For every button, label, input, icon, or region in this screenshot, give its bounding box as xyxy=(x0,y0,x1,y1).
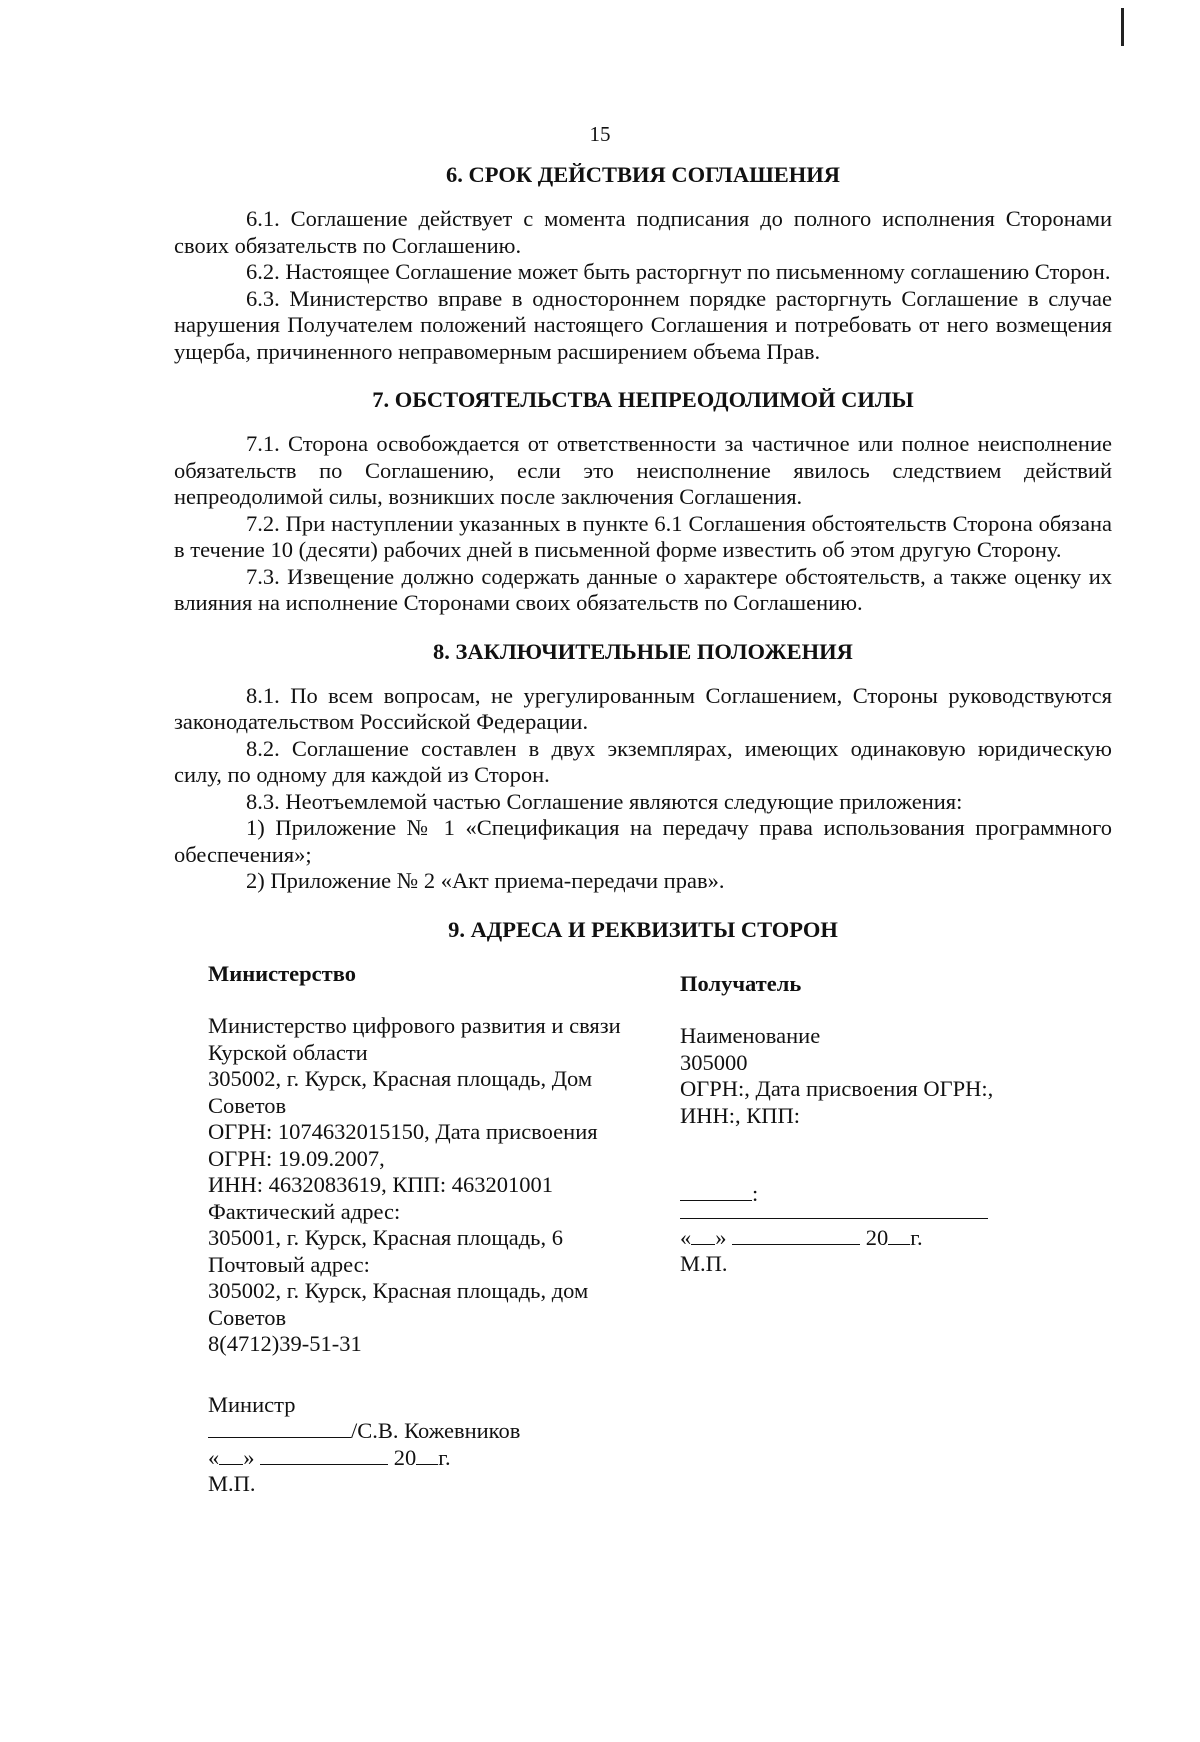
section-6-heading: 6. СРОК ДЕЙСТВИЯ СОГЛАШЕНИЯ xyxy=(445,162,841,187)
date-quote-close: » xyxy=(715,1224,727,1250)
sign-date-line xyxy=(208,1445,628,1472)
section-9-heading: 9. АДРЕСА И РЕКВИЗИТЫ СТОРОН xyxy=(448,916,838,942)
recipient-title: Получатель xyxy=(680,970,802,996)
signature-blank xyxy=(208,1419,351,1438)
day-blank xyxy=(691,1226,715,1245)
scan-edge-mark xyxy=(1121,8,1124,46)
ministry-line: ОГРН: 19.09.2007, xyxy=(208,1145,385,1171)
year-prefix: 20 xyxy=(865,1224,889,1250)
recipient-signer-line xyxy=(680,1181,1100,1208)
signer-colon: : xyxy=(752,1181,759,1206)
year-suffix: г. xyxy=(438,1444,451,1470)
paragraph-8-3: 8.3. Неотъемлемой частью Соглашение являются следующие приложения: xyxy=(246,788,963,814)
ministry-line: 8(4712)39-51-31 xyxy=(208,1331,362,1356)
stamp-place: М.П. xyxy=(208,1471,256,1496)
recipient-line: ОГРН:, Дата присвоения ОГРН:, xyxy=(680,1076,994,1101)
ministry-line: Почтовый адрес: xyxy=(208,1251,370,1277)
year-suffix: г. xyxy=(910,1224,923,1250)
section-8-heading: 8. ЗАКЛЮЧИТЕЛЬНЫЕ ПОЛОЖЕНИЯ xyxy=(433,638,853,664)
paragraph-7-2: 7.2. При наступлении указанных в пункте 6.1 Соглашения обстоятельств Сторона обязана в течение 10 (десяти) рабочих дней в письменной форме известить об этом другую Сторону. xyxy=(174,510,1112,562)
ministry-line: Министерство цифрового развития и связи xyxy=(208,1013,621,1038)
ministry-requisites xyxy=(208,961,628,1498)
ministry-line: ИНН: 4632083619, КПП: 463201001 xyxy=(208,1172,554,1197)
recipient-signature-block xyxy=(680,1181,1100,1278)
ministry-line: Фактический адрес: xyxy=(208,1198,401,1224)
ministry-line: 305001, г. Курск, Красная площадь, 6 xyxy=(208,1225,563,1250)
ministry-line: 305002, г. Курск, Красная площадь, Дом xyxy=(208,1066,593,1091)
date-quote-open: « xyxy=(208,1444,220,1470)
ministry-line: ОГРН: 1074632015150, Дата присвоения xyxy=(208,1119,598,1144)
ministry-line: Советов xyxy=(208,1304,287,1330)
recipient-line: Наименование xyxy=(680,1023,821,1048)
signer-blank xyxy=(680,1182,752,1201)
appendix-2-item: 2) Приложение № 2 «Акт приема-передачи прав». xyxy=(246,868,725,893)
recipient-line: ИНН:, КПП: xyxy=(680,1102,801,1128)
paragraph-7-1: 7.1. Сторона освобождается от ответственности за частичное или полное неисполнение обязательств по Соглашению, если это неисполнение явилось следствием действий непреодолимой силы, возникших после заключения Соглашения. xyxy=(174,431,1112,509)
requisites-columns xyxy=(174,961,1112,1521)
recipient-line: 305000 xyxy=(680,1049,748,1075)
ministry-line: Советов xyxy=(208,1092,287,1118)
month-blank xyxy=(732,1226,860,1245)
page-number: 15 xyxy=(589,122,611,146)
paragraph-8-1: 8.1. По всем вопросам, не урегулированным Соглашением, Стороны руководствуются законодательством Российской Федерации. xyxy=(174,682,1112,734)
section-7-body xyxy=(174,431,1112,617)
section-8-body xyxy=(174,683,1112,895)
date-quote-close: » xyxy=(243,1444,255,1470)
signature-rule xyxy=(680,1208,988,1219)
paragraph-6-1: 6.1. Соглашение действует с момента подписания до полного исполнения Сторонами своих обязательств по Соглашению. xyxy=(174,206,1112,258)
paragraph-7-3: 7.3. Извещение должно содержать данные о характере обстоятельств, а также оценку их влияния на исполнение Сторонами своих обязательств по Соглашению. xyxy=(174,563,1112,615)
section-6-body xyxy=(174,206,1112,365)
ministry-line: 305002, г. Курск, Красная площадь, дом xyxy=(208,1278,589,1303)
recipient-requisites xyxy=(680,971,1100,1278)
section-7-heading: 7. ОБСТОЯТЕЛЬСТВА НЕПРЕОДОЛИМОЙ СИЛЫ xyxy=(372,387,914,412)
sign-date-line xyxy=(680,1225,1100,1252)
year-blank xyxy=(888,1226,910,1245)
ministry-signature-block xyxy=(208,1392,628,1498)
date-quote-open: « xyxy=(680,1224,692,1250)
ministry-title: Министерство xyxy=(208,960,356,986)
month-blank xyxy=(260,1446,388,1465)
signer-name: /С.В. Кожевников xyxy=(351,1418,521,1443)
paragraph-6-3: 6.3. Министерство вправе в одностороннем порядке расторгнуть Соглашение в случае нарушения Получателем положений настоящего Соглашения и потребовать от него возмещения ущерба, причиненного неправомерным расширением объема Прав. xyxy=(174,285,1112,364)
day-blank xyxy=(219,1446,243,1465)
ministry-line: Курской области xyxy=(208,1039,368,1065)
signer-title: Министр xyxy=(208,1391,296,1417)
year-prefix: 20 xyxy=(393,1444,417,1470)
signature-line xyxy=(208,1418,628,1445)
paragraph-6-2: 6.2. Настоящее Соглашение может быть расторгнут по письменному соглашению Сторон. xyxy=(246,259,1111,284)
year-blank xyxy=(416,1446,438,1465)
appendix-1-item: 1) Приложение № 1 «Спецификация на передачу права использования программного обеспечения»; xyxy=(174,815,1112,867)
document-body xyxy=(174,160,1112,1521)
paragraph-8-2: 8.2. Соглашение составлен в двух экземплярах, имеющих одинаковую юридическую силу, по одному для каждой из Сторон. xyxy=(174,735,1112,787)
stamp-place: М.П. xyxy=(680,1251,728,1276)
